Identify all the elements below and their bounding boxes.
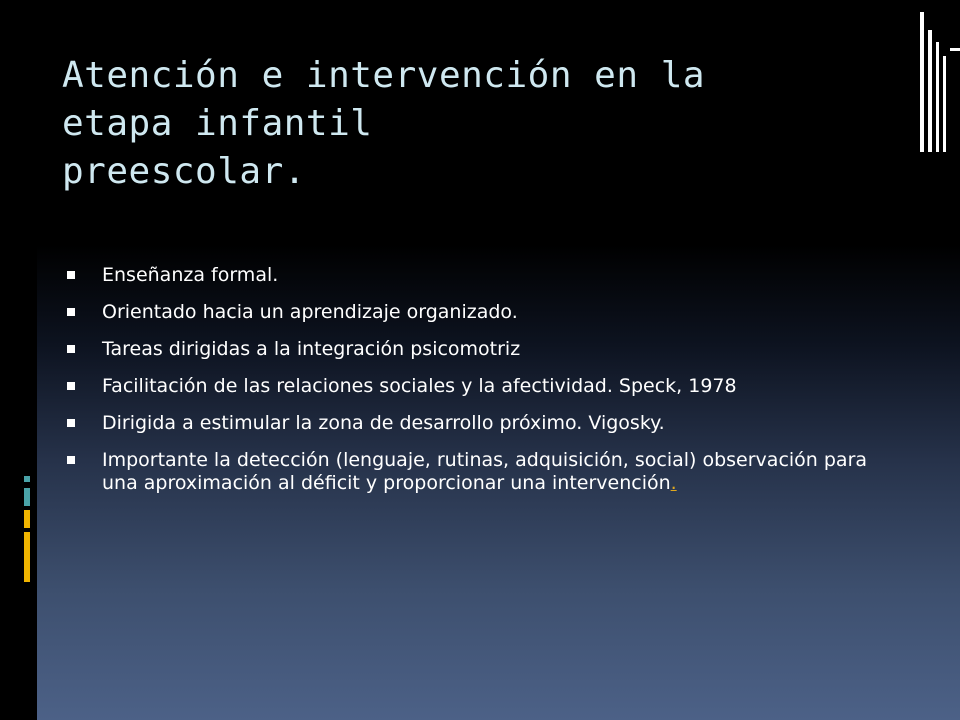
bullet-item (64, 264, 904, 287)
deco-bar-teal (24, 488, 30, 506)
hyperlink-period[interactable]: . (670, 472, 677, 494)
decorative-bars-left (24, 476, 40, 586)
deco-bar (928, 30, 932, 152)
title-line-3: preescolar. (62, 151, 306, 192)
bullet-square-icon (67, 308, 75, 316)
bullet-text: Enseñanza formal. (102, 264, 279, 286)
bullet-item (64, 412, 904, 435)
deco-bar (920, 12, 924, 152)
left-black-strip (0, 0, 37, 720)
bullet-item (64, 301, 904, 324)
bullet-list (64, 264, 904, 509)
deco-square-teal (24, 476, 30, 482)
deco-bar (936, 42, 939, 152)
bullet-square-icon (67, 345, 75, 353)
bullet-text: Tareas dirigidas a la integración psicomotriz (102, 338, 521, 360)
bullet-item (64, 449, 904, 495)
title-line-2: etapa infantil (62, 103, 373, 144)
deco-bar-yellow (24, 532, 30, 582)
deco-bar-yellow (24, 510, 30, 528)
bullet-text: Facilitación de las relaciones sociales y la afectividad. Speck, 1978 (102, 375, 737, 397)
bullet-item (64, 375, 904, 398)
bullet-text: Dirigida a estimular la zona de desarrollo próximo. Vigosky. (102, 412, 665, 434)
decorative-bars-right (920, 12, 960, 152)
bullet-square-icon (67, 271, 75, 279)
title-line-1: Atención e intervención en la (62, 55, 706, 96)
deco-bar (943, 56, 946, 152)
slide-title (62, 52, 922, 196)
bullet-square-icon (67, 419, 75, 427)
bullet-item (64, 338, 904, 361)
deco-bar (950, 48, 960, 51)
bullet-text: Importante la detección (lenguaje, rutinas, adquisición, social) observación para una aproximación al déficit y proporcionar una intervención (102, 449, 868, 494)
bullet-text: Orientado hacia un aprendizaje organizado. (102, 301, 518, 323)
bullet-square-icon (67, 456, 75, 464)
bullet-square-icon (67, 382, 75, 390)
